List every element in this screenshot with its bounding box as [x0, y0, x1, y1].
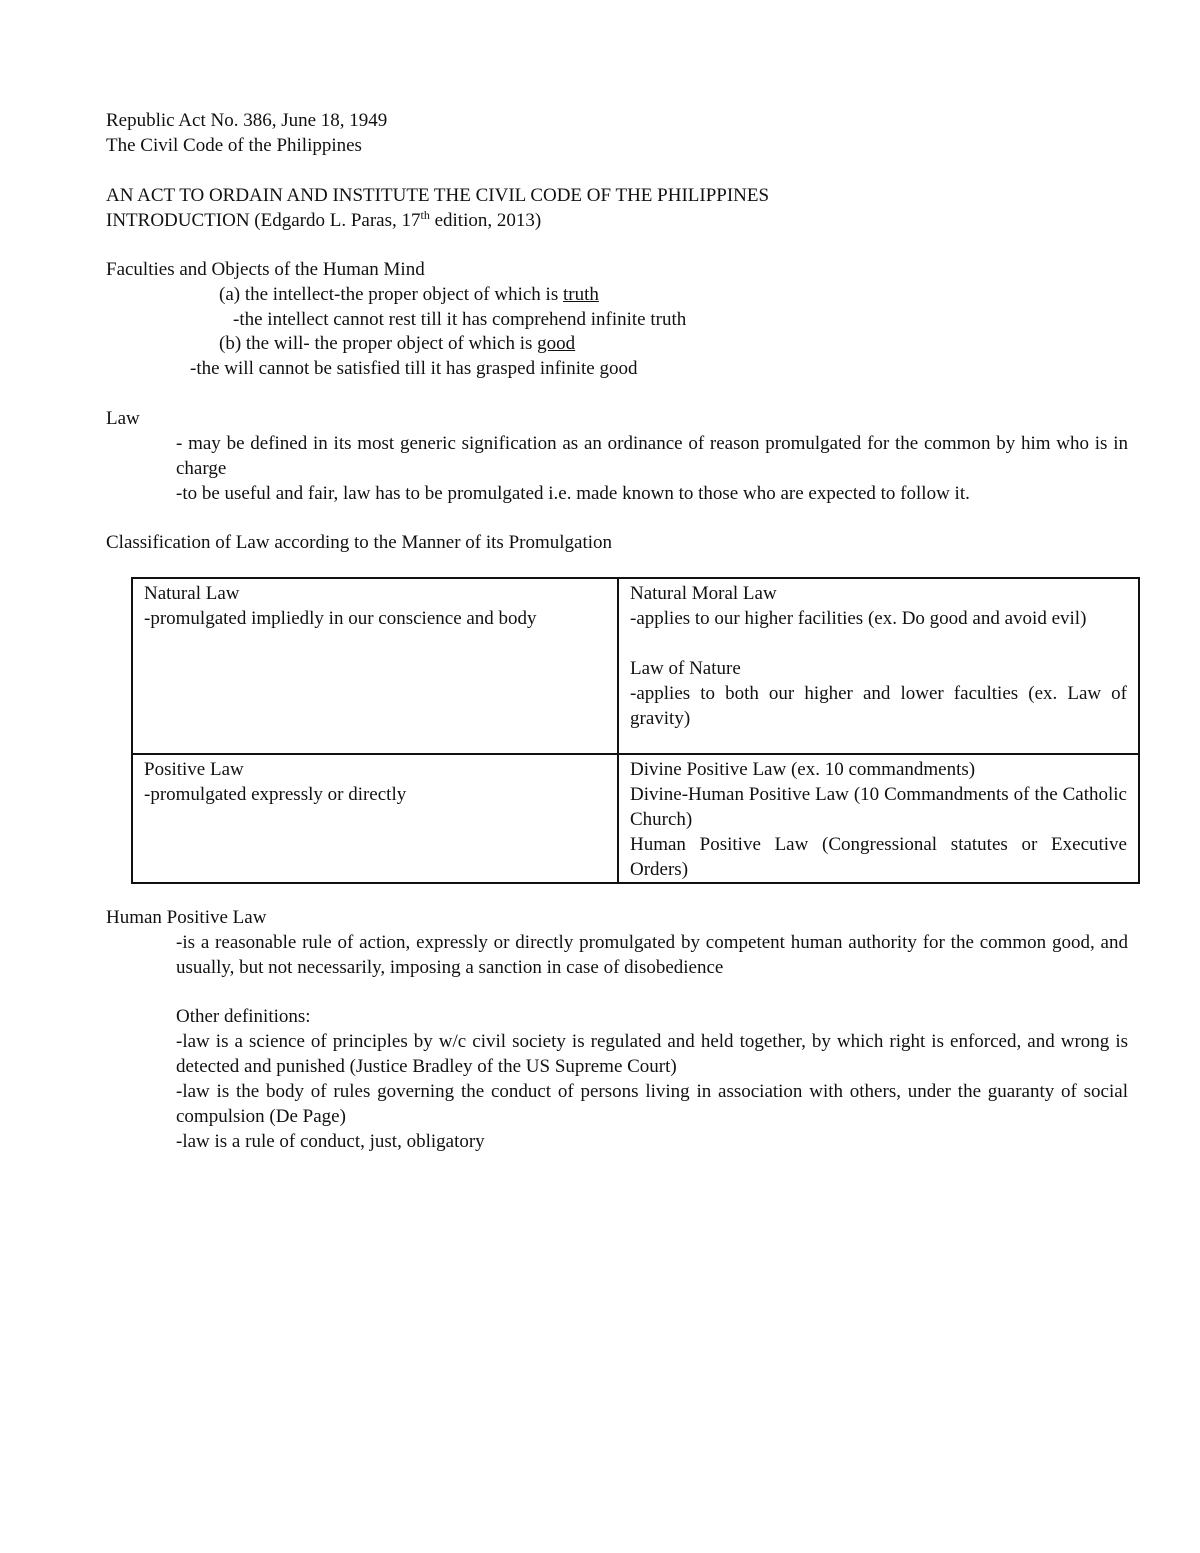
law-of-nature-desc: -applies to both our higher and lower faculties (ex. Law of gravity) [630, 683, 1127, 729]
table-row [132, 578, 1139, 754]
spacer [630, 631, 1127, 656]
positive-law-cell [132, 754, 618, 883]
law-definition-2: -to be useful and fair, law has to be promulgated i.e. made known to those who are expected to follow it. [176, 483, 970, 504]
law-heading: Law [106, 408, 140, 429]
act-heading: AN ACT TO ORDAIN AND INSTITUTE THE CIVIL CODE OF THE PHILIPPINES [106, 185, 770, 206]
natural-moral-law-title: Natural Moral Law [630, 583, 777, 604]
intro-prefix: INTRODUCTION (Edgardo L. Paras, 17 [106, 210, 421, 231]
faculty-will [219, 331, 575, 356]
natural-law-title: Natural Law [144, 583, 240, 604]
divine-human-positive-law: Divine-Human Positive Law (10 Commandments of the Catholic Church) [630, 784, 1127, 830]
human-positive-law-definition: -is a reasonable rule of action, expressly or directly promulgated by competent human authority for the common good, and usually, but not necessarily, imposing a sanction in case of disobedience [176, 932, 1128, 978]
natural-law-cell [132, 578, 618, 754]
positive-law-desc: -promulgated expressly or directly [144, 784, 407, 805]
natural-moral-law-desc: -applies to our higher facilities (ex. Do good and avoid evil) [630, 608, 1087, 629]
intro-suffix: edition, 2013) [429, 210, 542, 231]
human-positive-law: Human Positive Law (Congressional statutes or Executive Orders) [630, 834, 1127, 880]
introduction-line [106, 208, 541, 233]
other-definitions-heading: Other definitions: [176, 1006, 311, 1027]
act-title: Republic Act No. 386, June 18, 1949 [106, 110, 388, 131]
faculty-intellect-text: (a) the intellect-the proper object of which is [219, 284, 563, 305]
faculty-will-text: (b) the will- the proper object of which is [219, 333, 538, 354]
natural-law-desc: -promulgated impliedly in our conscience and body [144, 608, 537, 629]
code-title: The Civil Code of the Philippines [106, 135, 362, 156]
intellect-note: -the intellect cannot rest till it has comprehend infinite truth [233, 309, 687, 330]
good-underlined: good [537, 333, 576, 354]
divine-positive-law: Divine Positive Law (ex. 10 commandments) [630, 759, 976, 780]
positive-law-title: Positive Law [144, 759, 244, 780]
positive-law-types-cell [618, 754, 1139, 883]
intro-superscript: th [420, 208, 430, 222]
truth-underlined: truth [562, 284, 599, 305]
faculty-intellect [219, 282, 599, 307]
other-definition-1: -law is a science of principles by w/c civil society is regulated and held together, by which right is enforced, and wrong is detected and punished (Justice Bradley of the US Supreme Court) [176, 1031, 1128, 1077]
faculties-heading: Faculties and Objects of the Human Mind [106, 259, 425, 280]
natural-law-types-cell [618, 578, 1139, 754]
other-definition-3: -law is a rule of conduct, just, obligatory [176, 1131, 485, 1152]
classification-table [131, 577, 1140, 884]
law-of-nature-title: Law of Nature [630, 658, 741, 679]
human-positive-law-heading: Human Positive Law [106, 907, 267, 928]
other-definition-2: -law is the body of rules governing the conduct of persons living in association with others, under the guaranty of social compulsion (De Page) [176, 1081, 1128, 1127]
classification-heading: Classification of Law according to the Manner of its Promulgation [106, 532, 613, 553]
table-row [132, 754, 1139, 883]
will-note: -the will cannot be satisfied till it has grasped infinite good [190, 358, 638, 379]
law-definition-1: - may be defined in its most generic signification as an ordinance of reason promulgated for the common by him who is in charge [176, 433, 1128, 479]
